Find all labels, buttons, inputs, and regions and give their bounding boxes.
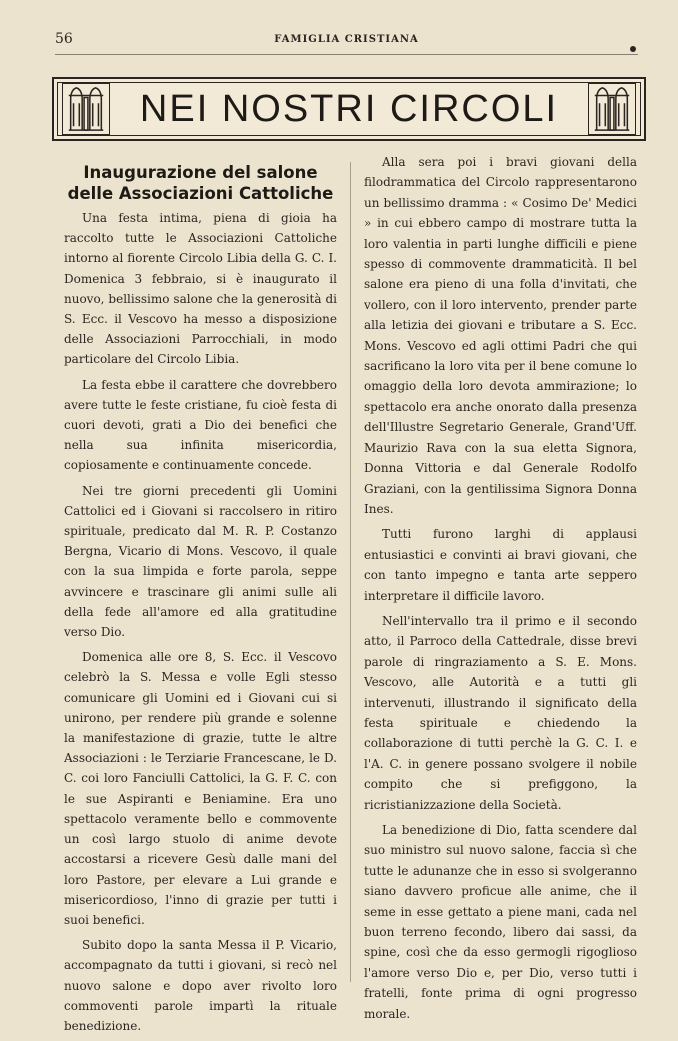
page-number: 56 [55, 31, 73, 47]
column-divider [350, 162, 351, 982]
section-banner [52, 77, 646, 141]
left-column [64, 152, 337, 1041]
running-title: FAMIGLIA CRISTIANA [274, 34, 419, 45]
gothic-tower-icon [62, 83, 110, 135]
paragraph: La benedizione di Dio, fatta scendere dal suo ministro sul nuovo salone, faccia sì che tutte le adunanze che in esso si svolgeranno siano davvero proficue alle anime, che il seme in esse gettato a piene mani, cada nel buon terreno fecondo, libero dai sassi, da spine, così che da esso germogli rigoglioso l'amore verso Dio e, per Dio, verso tutti i fratelli, fonte prima di ogni progresso morale. [364, 823, 637, 1021]
article-columns [64, 152, 648, 1033]
paragraph: Domenica alle ore 8, S. Ecc. il Vescovo celebrò la S. Messa e volle Egli stesso comunicare gli Uomini ed i Giovani cui si unirono, per rendere più grande e solenne la manifestazione di grazie, tutte le altre Associazioni : le Terziarie Francescane, le D. C. coi loro Fanciulli Cattolici, la G. F. C. con le sue Aspiranti e Beniamine. Era uno spettacolo veramente bello e commovente un così largo stuolo di anime devote accostarsi a ricevere Gesù dalle mani del loro Pastore, per elevare a Lui grande e misericordioso, l'inno di grazie per tutti i suoi benefici. [64, 650, 337, 927]
bullet-dot-icon [630, 46, 636, 52]
section-title: NEI NOSTRI CIRCOLI [139, 87, 559, 130]
gothic-tower-icon [588, 83, 636, 135]
paragraph: Alla sera poi i bravi giovani della filodrammatica del Circolo rappresentarono un bellissimo dramma : « Cosimo De' Medici » in cui ebbero campo di mostrare tutta la loro valentia in parti lunghe difficili e piene spesso di commovente drammaticità. Il bel salone era pieno di una folla d'invitati, che vollero, con il loro intervento, prender parte alla letizia dei giovani e tributare a S. Ecc. Mons. Vescovo ed agli ottimi Padri che qui sacrificano la loro vita per il bene comune lo omaggio della loro devota ammirazione; lo spettacolo era anche onorato dalla presenza dell'Illustre Segretario Generale, Grand'Uff. Maurizio Rava con la sua eletta Signora, Donna Vittoria e dal Generale Rodolfo Graziani, con la gentilissima Signora Donna Ines. [364, 155, 637, 516]
paragraph: Nei tre giorni precedenti gli Uomini Cattolici ed i Giovani si raccolsero in ritiro spirituale, predicato dal M. R. P. Costanzo Bergna, Vicario di Mons. Vescovo, il quale con la sua limpida e forte parola, seppe avvincere e trascinare gli animi sulle ali della fede all'amore ed alla gratitudine verso Dio. [64, 483, 337, 640]
paragraph: Tutti furono larghi di applausi entusiastici e convinti ai bravi giovani, che con tanto impegno e tanta arte seppero interpretare il difficile lavoro. [364, 527, 637, 603]
right-column [364, 152, 637, 1029]
paragraph: La festa ebbe il carattere che dovrebbero avere tutte le feste cristiane, fu cioè festa di cuori devoti, grati a Dio dei benefici che nella sua infinita misericordia, copiosamente e continuamente concede. [64, 377, 337, 473]
page-header [55, 28, 638, 55]
paragraph: Subito dopo la santa Messa il P. Vicario, accompagnato da tutti i giovani, si recò nel nuovo salone e dopo aver rivolto loro commoventi parole impartì la rituale benedizione. [64, 938, 337, 1033]
paragraph: Nell'intervallo tra il primo e il secondo atto, il Parroco della Cattedrale, disse brevi parole di ringraziamento a S. E. Mons. Vescovo, alle Autorità e a tutti gli intervenuti, illustrando il significato della festa spirituale e chiedendo la collaborazione di tutti perchè la G. C. I. e l'A. C. in genere possano svolgere il nobile compito che si prefiggono, la ricristianizzazione della Società. [364, 613, 637, 812]
paragraph: Una festa intima, piena di gioia ha raccolto tutte le Associazioni Cattoliche intorno al fiorente Circolo Libia della G. C. I. Domenica 3 febbraio, si è inaugurato il nuovo, bellissimo salone che la generosità di S. Ecc. il Vescovo ha messo a disposizione delle Associazioni Parrocchiali, in modo particolare del Circolo Libia. [64, 211, 337, 367]
article-heading: Inaugurazione del salone delle Associazioni Cattoliche [67, 163, 334, 203]
